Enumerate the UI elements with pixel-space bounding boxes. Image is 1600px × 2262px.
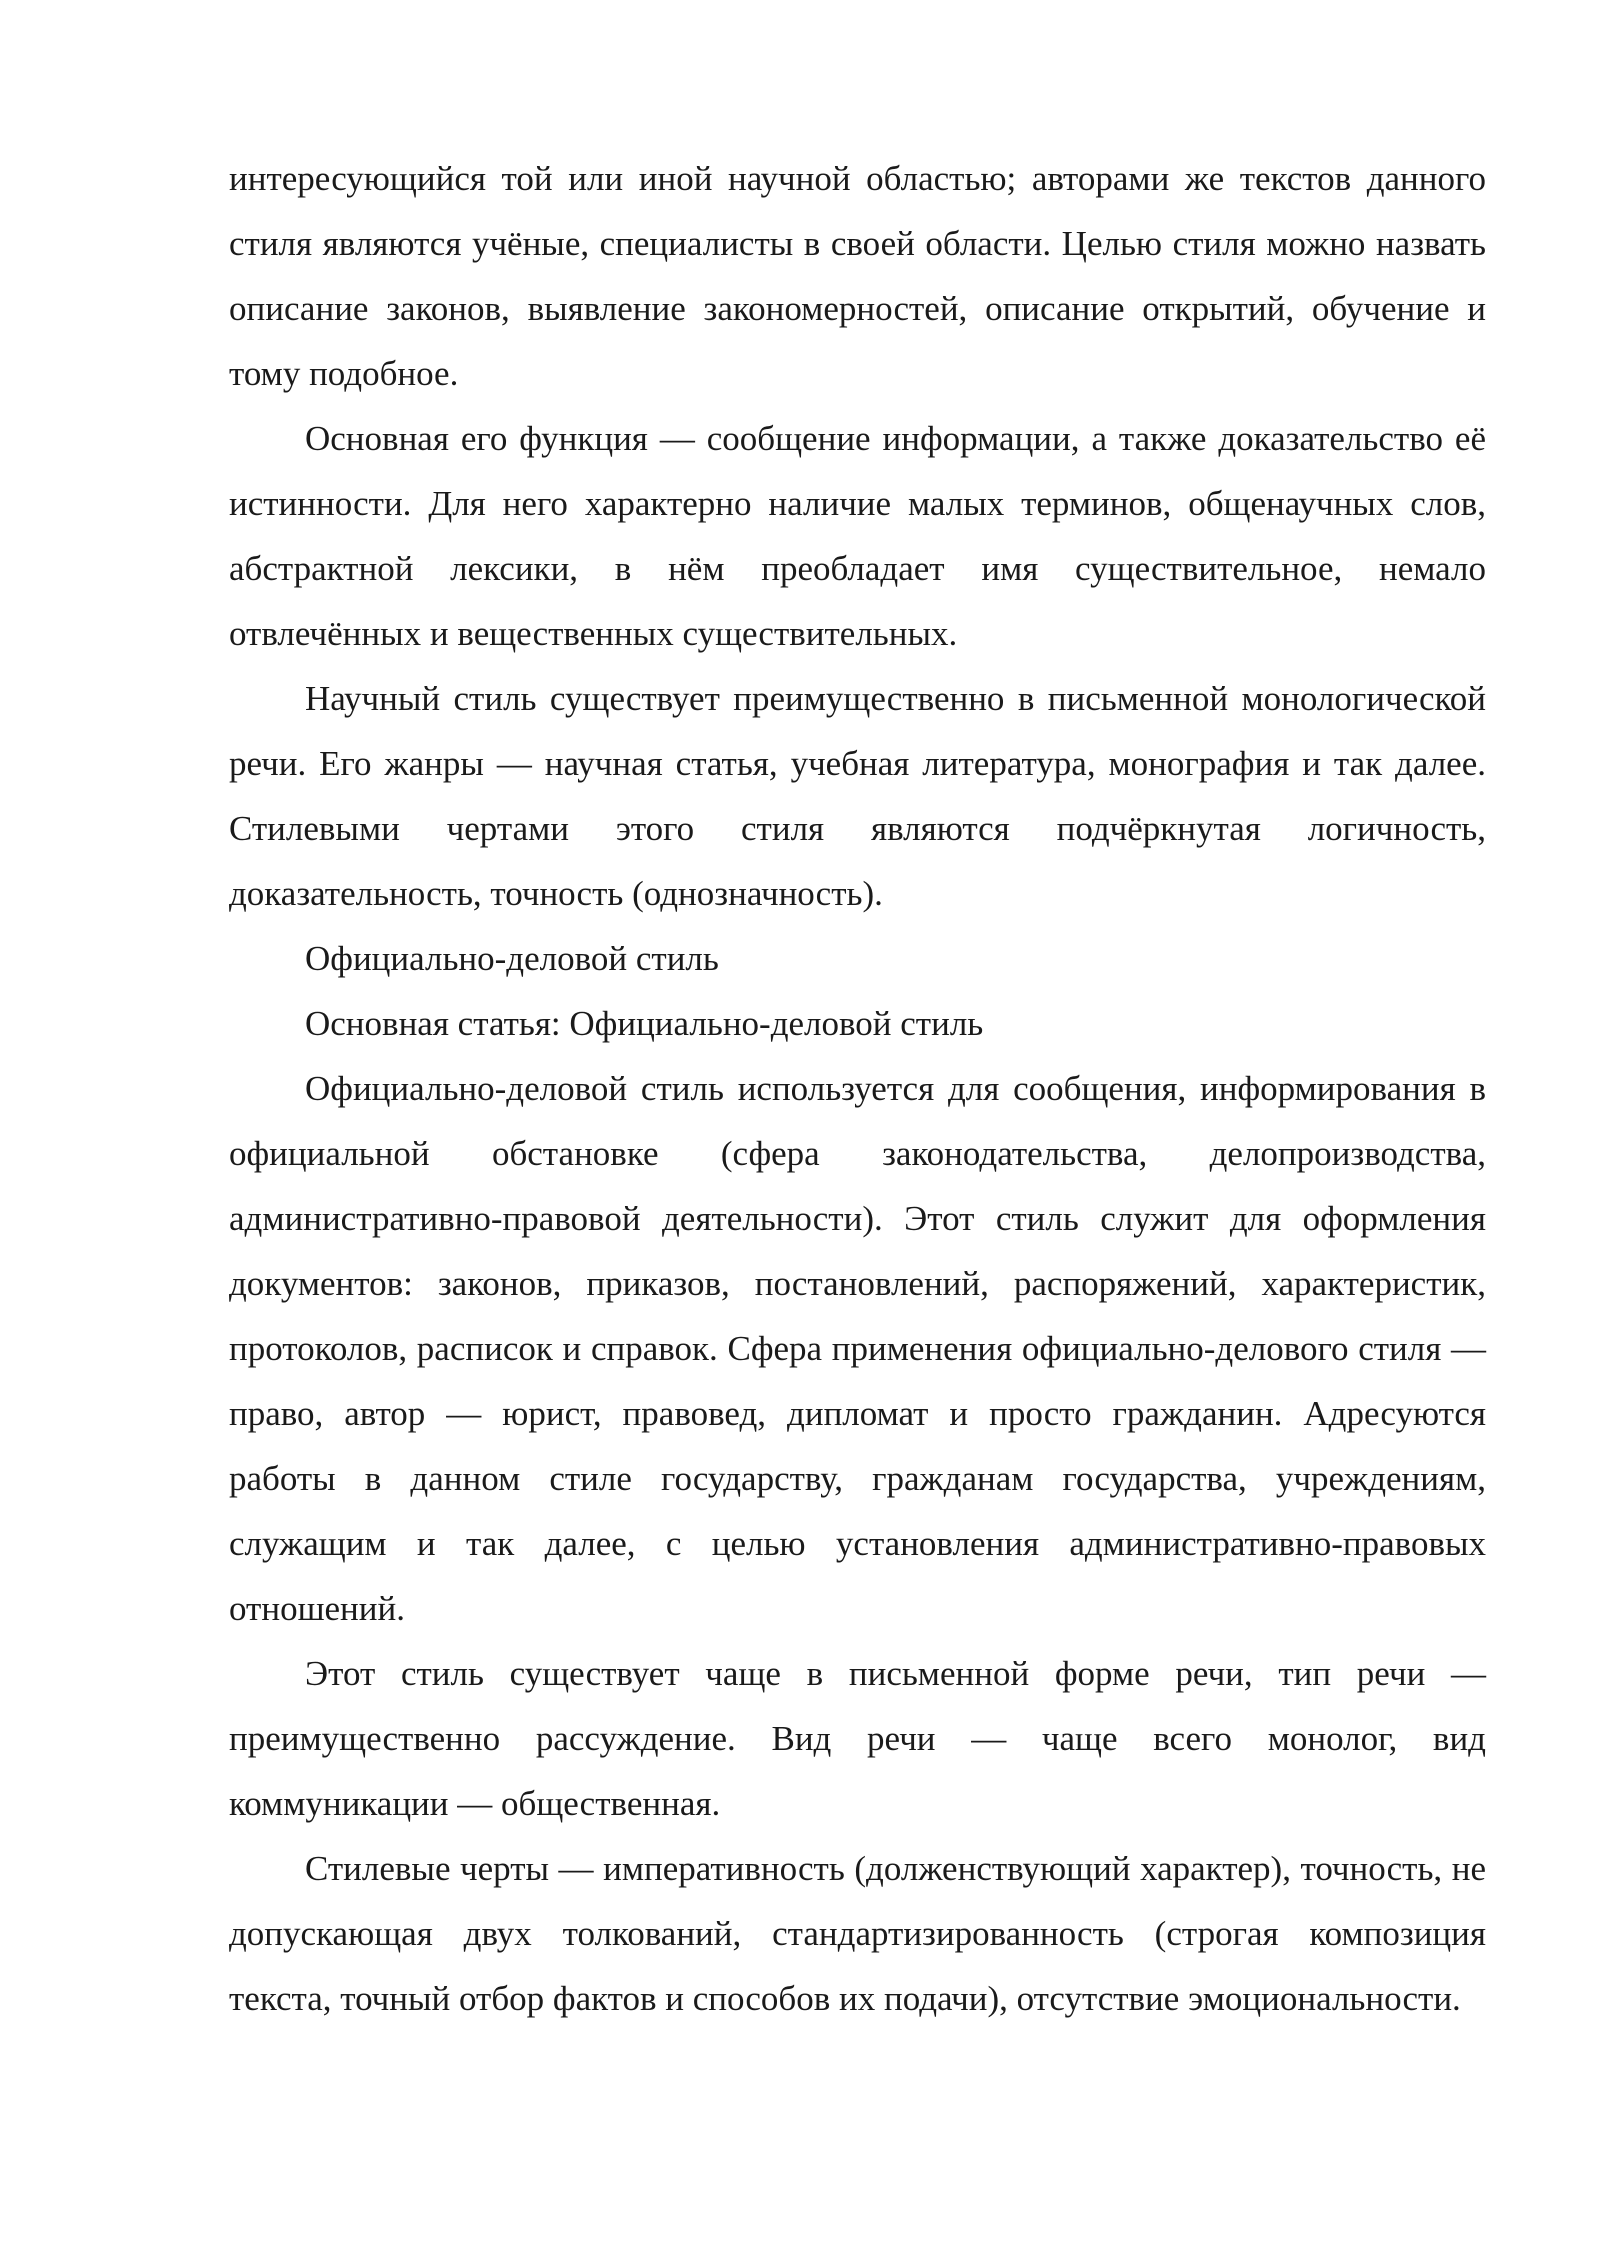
paragraph: Научный стиль существует преимущественно в письменной монологической речи. Его жанры — научная статья, учебная литература, монография и так далее. Стилевыми чертами этого стиля являются подчёркнутая логичность, доказательность, точность (однозначность). (229, 679, 1486, 913)
section-heading: Официально-деловой стиль (305, 939, 719, 978)
paragraph: Стилевые черты — императивность (долженствующий характер), точность, не допускающая двух толкований, стандартизированность (строгая композиция текста, точный отбор фактов и способов их подачи), отсутствие эмоциональности. (229, 1849, 1486, 2018)
main-article-note: Основная статья: Официально-деловой стиль (305, 1004, 984, 1043)
paragraph: интересующийся той или иной научной областью; авторами же текстов данного стиля являются учёные, специалисты в своей области. Целью стиля можно назвать описание законов, выявление закономерностей, описание открытий, обучение и тому подобное. (229, 159, 1486, 393)
document-page (229, 146, 1486, 2031)
paragraph: Официально-деловой стиль используется для сообщения, информирования в официальной обстановке (сфера законодательства, делопроизводства, административно-правовой деятельности). Этот стиль служит для оформления документов: законов, приказов, постановлений, распоряжений, характеристик, протоколов, расписок и справок. Сфера применения официально-делового стиля — право, автор — юрист, правовед, дипломат и просто гражданин. Адресуются работы в данном стиле государству, гражданам государства, учреждениям, служащим и так далее, с целью установления административно-правовых отношений. (229, 1069, 1486, 1628)
paragraph: Этот стиль существует чаще в письменной форме речи, тип речи — преимущественно рассуждение. Вид речи — чаще всего монолог, вид коммуникации — общественная. (229, 1654, 1486, 1823)
paragraph: Основная его функция — сообщение информации, а также доказательство её истинности. Для него характерно наличие малых терминов, общенаучных слов, абстрактной лексики, в нём преобладает имя существительное, немало отвлечённых и вещественных существительных. (229, 419, 1486, 653)
